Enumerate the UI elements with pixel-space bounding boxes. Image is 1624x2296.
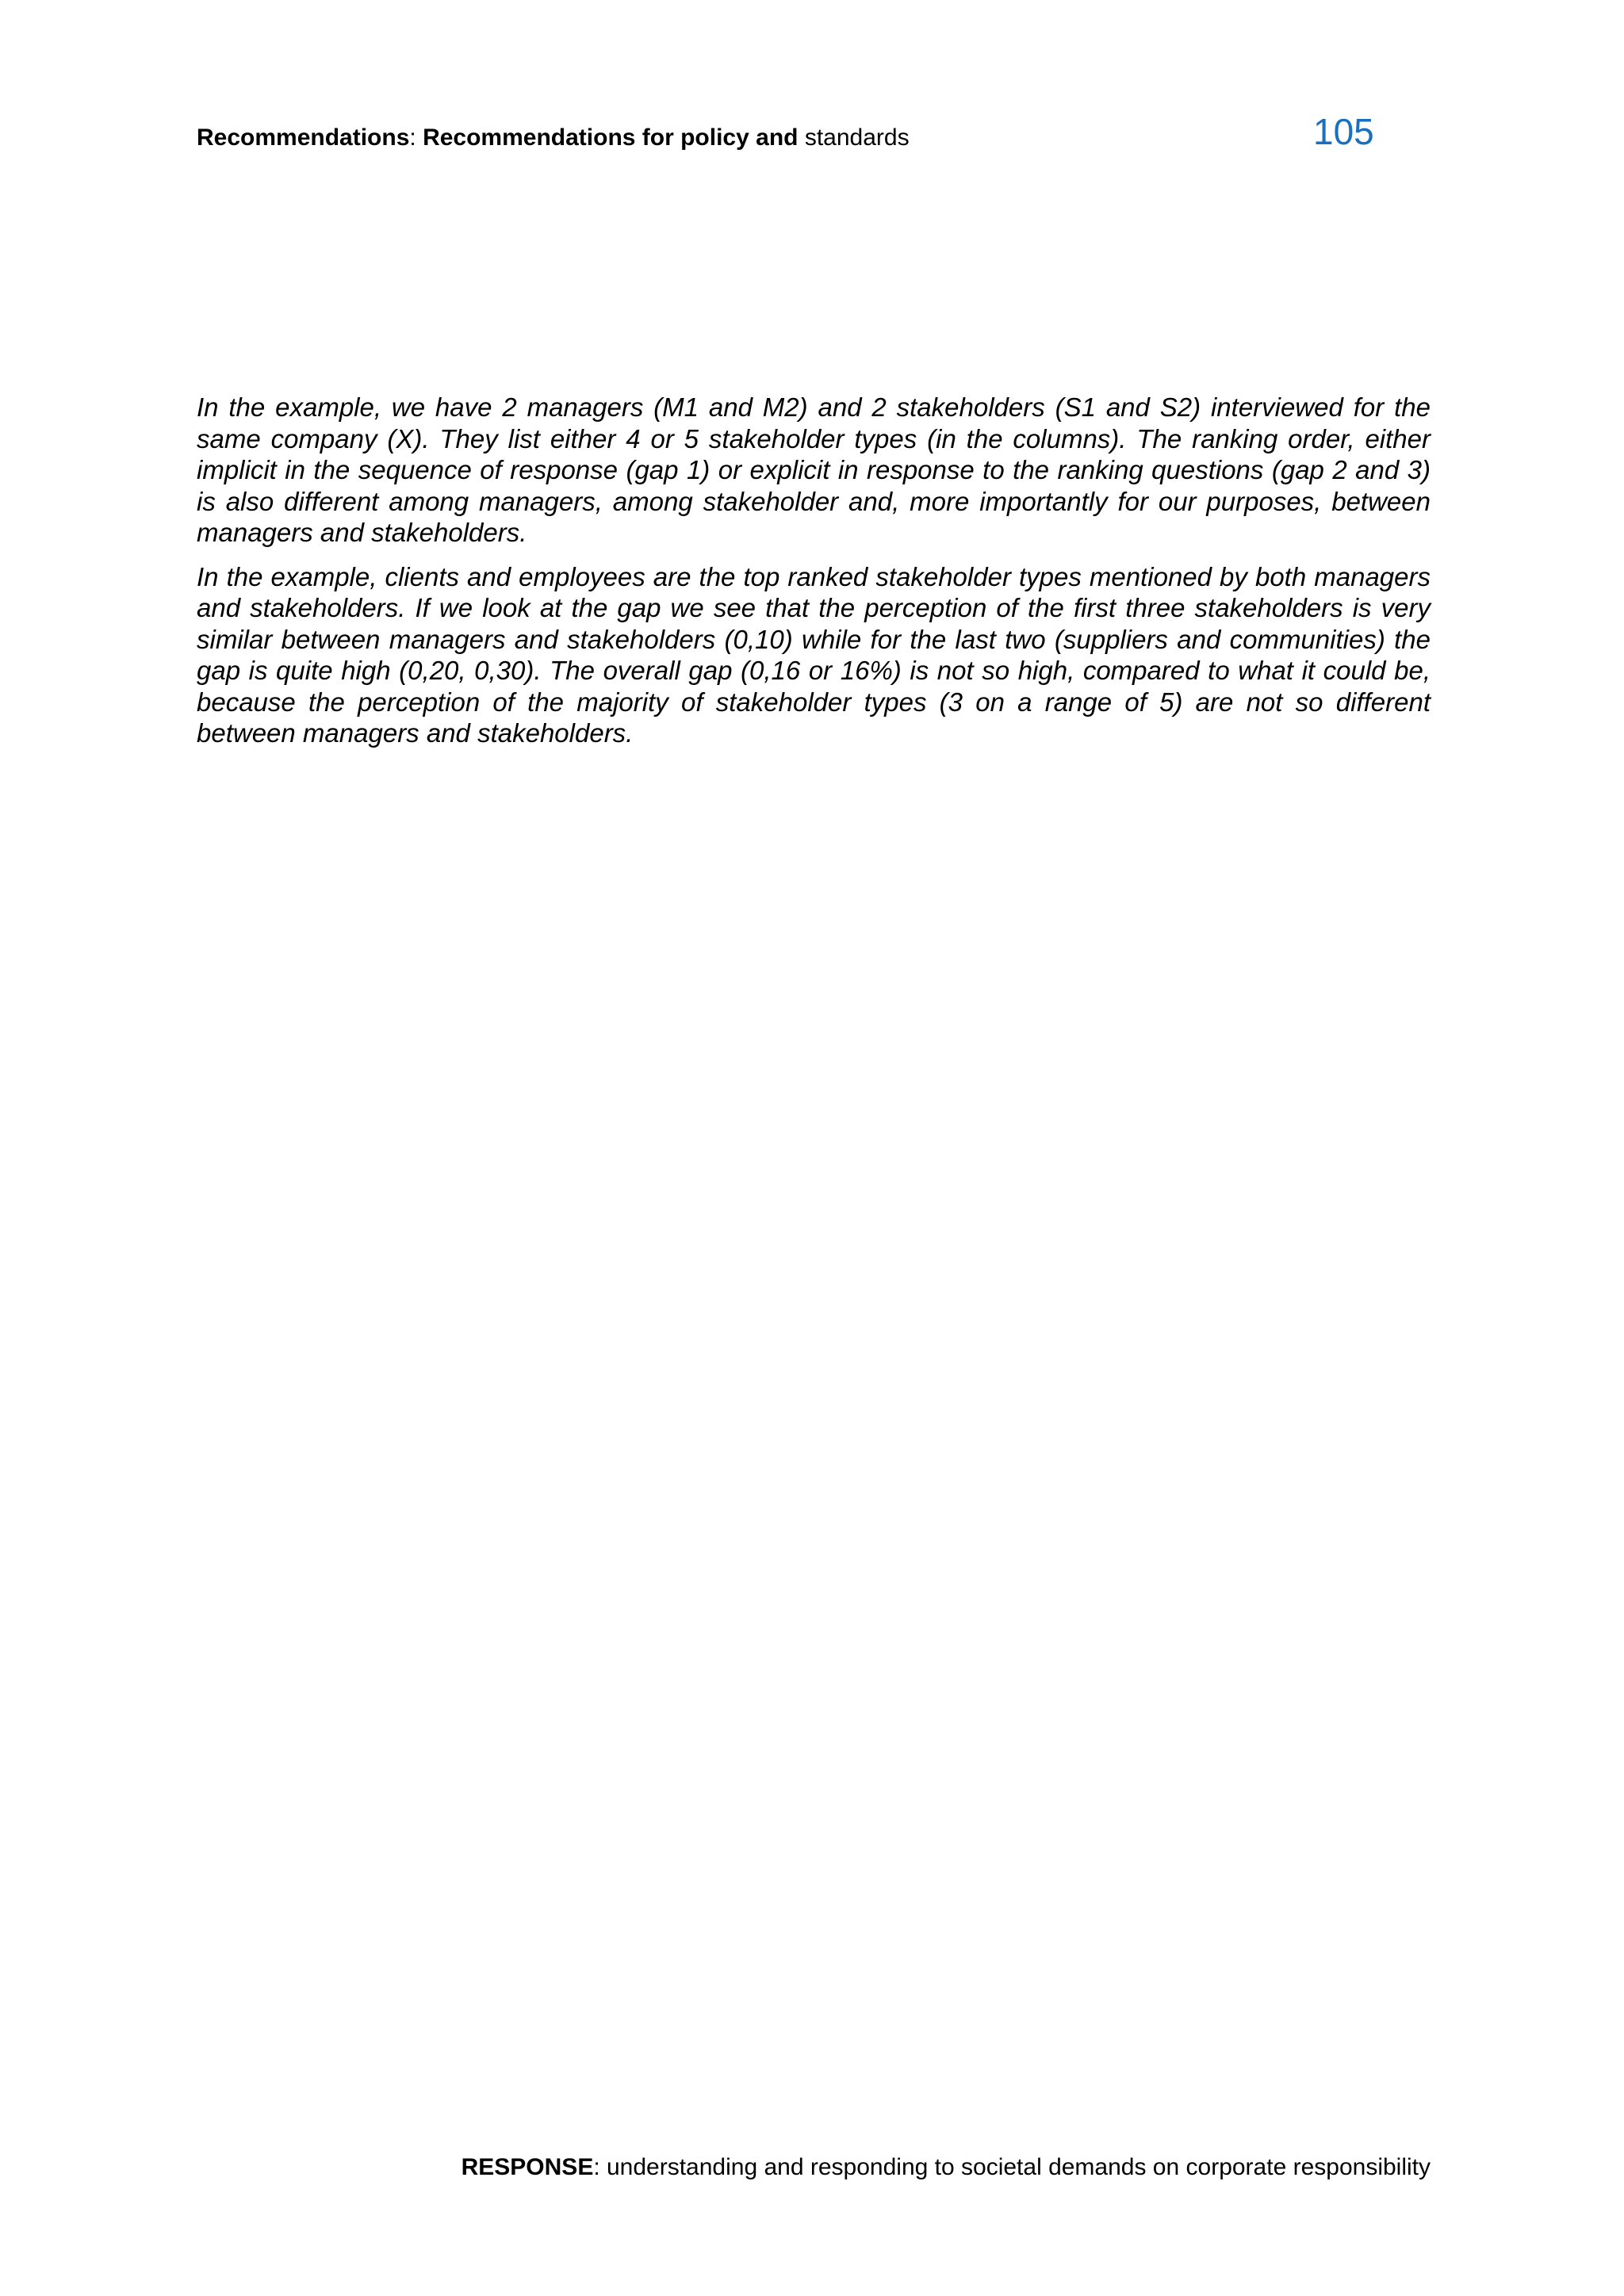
running-footer [462, 2153, 1431, 2182]
header-subsection: Recommendations for policy and [423, 124, 799, 151]
paragraph: In the example, clients and employees are the top ranked stakeholder types mentioned by both managers and stakeholders. If we look at the gap we see that the perception of the first three stakeholders is very similar between managers and stakeholders (0,10) while for the last two (suppliers and communities) the gap is quite high (0,20, 0,30). The overall gap (0,16 or 16%) is not so high, compared to what it could be, because the perception of the majority of stakeholder types (3 on a range of 5) are not so different between managers and stakeholders. [197, 561, 1431, 748]
header-section: Recommendations [197, 124, 410, 151]
paragraph: In the example, we have 2 managers (M1 and M2) and 2 stakeholders (S1 and S2) interviewed for the same company (X). They list either 4 or 5 stakeholder types (in the columns). The ranking order, either implicit in the sequence of response (gap 1) or explicit in response to the ranking questions (gap 2 and 3) is also different among managers, among stakeholder and, more importantly for our purposes, between managers and stakeholders. [197, 392, 1431, 547]
header-subsection-tail: standards [798, 124, 910, 151]
footer-tagline: : understanding and responding to societal demands on corporate responsibility [593, 2154, 1431, 2180]
footer-project-name: RESPONSE [461, 2154, 594, 2180]
page-number: 105 [1313, 111, 1374, 152]
header-separator: : [409, 124, 423, 151]
running-header [197, 124, 910, 152]
body-text [197, 392, 1431, 762]
